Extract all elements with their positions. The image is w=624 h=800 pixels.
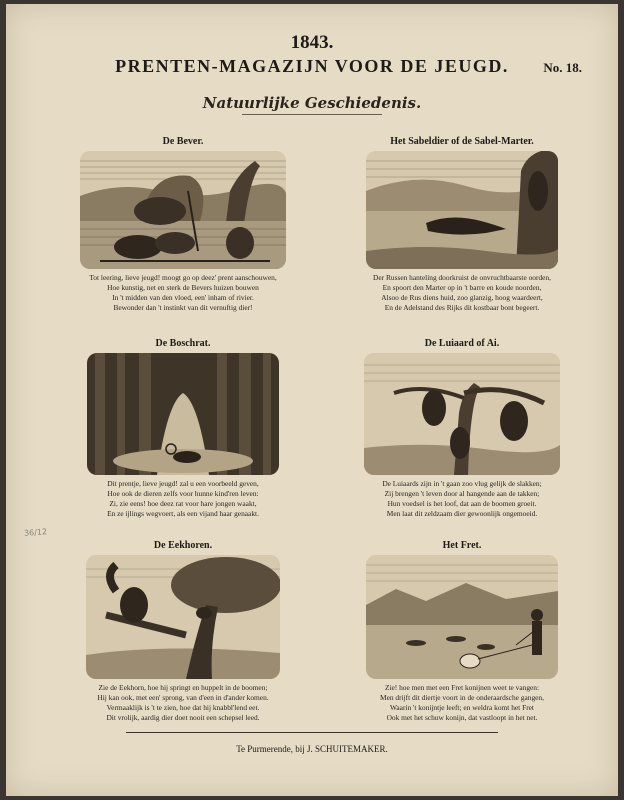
verse-line: Alsoo de Rus diens huid, zoo glanzig, hoog waardeert, xyxy=(381,293,543,302)
woodrat-engraving xyxy=(87,353,279,475)
section-title: De Luiaard of Ai. xyxy=(424,338,500,349)
verse-line: Zie! hoe men met een Fret konijnen weet te vangen: xyxy=(384,683,540,692)
verse-line: Zie de Eekhorn, hoe hij springt en huppelt in de boomen; xyxy=(98,683,268,692)
section-sloth xyxy=(332,338,592,519)
verse-line: Hij kan ook, met een' sprong, van d'een in d'ander komen. xyxy=(97,693,269,702)
squirrel-engraving xyxy=(86,555,280,679)
verse-line: Hoe kunstig, net en sterk de Bevers huizen bouwen xyxy=(107,283,259,292)
section-title: Het Fret. xyxy=(442,540,482,551)
section-woodrat xyxy=(53,338,313,519)
verse xyxy=(53,273,313,313)
verse-line: Men drijft dit diertje voort in de onderaardsche gangen, xyxy=(380,693,544,702)
section-title: De Eekhoren. xyxy=(153,540,213,551)
verse xyxy=(53,683,313,723)
ferret-engraving xyxy=(366,555,558,679)
broadsheet-page xyxy=(6,4,618,796)
verse-line: En spoort den Marter op in 't barre en koude noorden, xyxy=(382,283,542,292)
subtitle-rule xyxy=(242,114,382,115)
verse-line: Vermaaklijk is 't te zien, hoe dat hij knabbl'lend eet. xyxy=(106,703,260,712)
verse-line: Dit prentje, lieve jeugd! zal u een voorbeeld geven, xyxy=(107,479,259,488)
section-beaver xyxy=(53,136,313,313)
verse-line: Tot leering, lieve jeugd! moogt go op deez' prent aanschouwen, xyxy=(89,273,277,282)
page-title: PRENTEN-MAGAZIJN VOOR DE JEUGD. xyxy=(115,56,509,76)
verse-line: Hoe ook de dieren zelfs voor hunne kind'ren leven: xyxy=(107,489,259,498)
sloth-engraving xyxy=(364,353,560,475)
section-sable xyxy=(332,136,592,313)
sable-engraving xyxy=(366,151,558,269)
verse-line: Zij brengen 't leven door al hangende aan de takken; xyxy=(384,489,540,498)
verse xyxy=(332,479,592,519)
verse-line: En de Adelstand des Rijks dit kostbaar bont begeert. xyxy=(384,303,540,312)
verse-line: En ze ijlings wegvoert, als een vijand haar genaakt. xyxy=(107,509,259,518)
beaver-engraving xyxy=(80,151,286,269)
year-heading: 1843. xyxy=(290,32,334,53)
verse xyxy=(332,273,592,313)
verse xyxy=(53,479,313,519)
verse-line: Der Russen hanteling doorkruist de onvruchtbaarste oorden, xyxy=(373,273,551,282)
section-title: De Boschrat. xyxy=(155,338,211,349)
verse-line: Hun voedsel is het loof, dat aan de boomen groeit. xyxy=(387,499,537,508)
footer-rule xyxy=(126,732,498,733)
section-squirrel xyxy=(53,540,313,723)
verse xyxy=(332,683,592,723)
verse-line: In 't midden van den vloed, een' inham of rivier. xyxy=(112,293,254,302)
publisher-imprint: Te Purmerende, bij J. SCHUITEMAKER. xyxy=(236,744,388,754)
verse-line: Bewonder dan 't instinkt van dit vernuftig dier! xyxy=(113,303,253,312)
verse-line: Ook met het schuw konijn, dat vastloopt in het net. xyxy=(386,713,538,722)
section-title: Het Sabeldier of de Sabel-Marter. xyxy=(390,136,534,147)
verse-line: De Luiaards zijn in 't gaan zoo vlug gelijk de slakken; xyxy=(382,479,542,488)
verse-line: Zi, zie eens! hoe deez rat voor hare jongen waakt, xyxy=(109,499,257,508)
section-ferret xyxy=(332,540,592,723)
verse-line: Men laat dit zeldzaam dier gewoonlijk ongemoeid. xyxy=(386,509,538,518)
section-title: De Bever. xyxy=(162,136,204,147)
pencil-margin-note: 36/12 xyxy=(23,527,48,538)
issue-number: No. 18. xyxy=(543,60,582,75)
section-subtitle: Natuurlijke Geschiedenis. xyxy=(202,94,422,112)
verse-line: Dit vrolijk, aardig dier doet nooit een schepsel leed. xyxy=(106,713,260,722)
verse-line: Waarin 't konijntje leeft; en weldra komt het Fret xyxy=(390,703,534,712)
